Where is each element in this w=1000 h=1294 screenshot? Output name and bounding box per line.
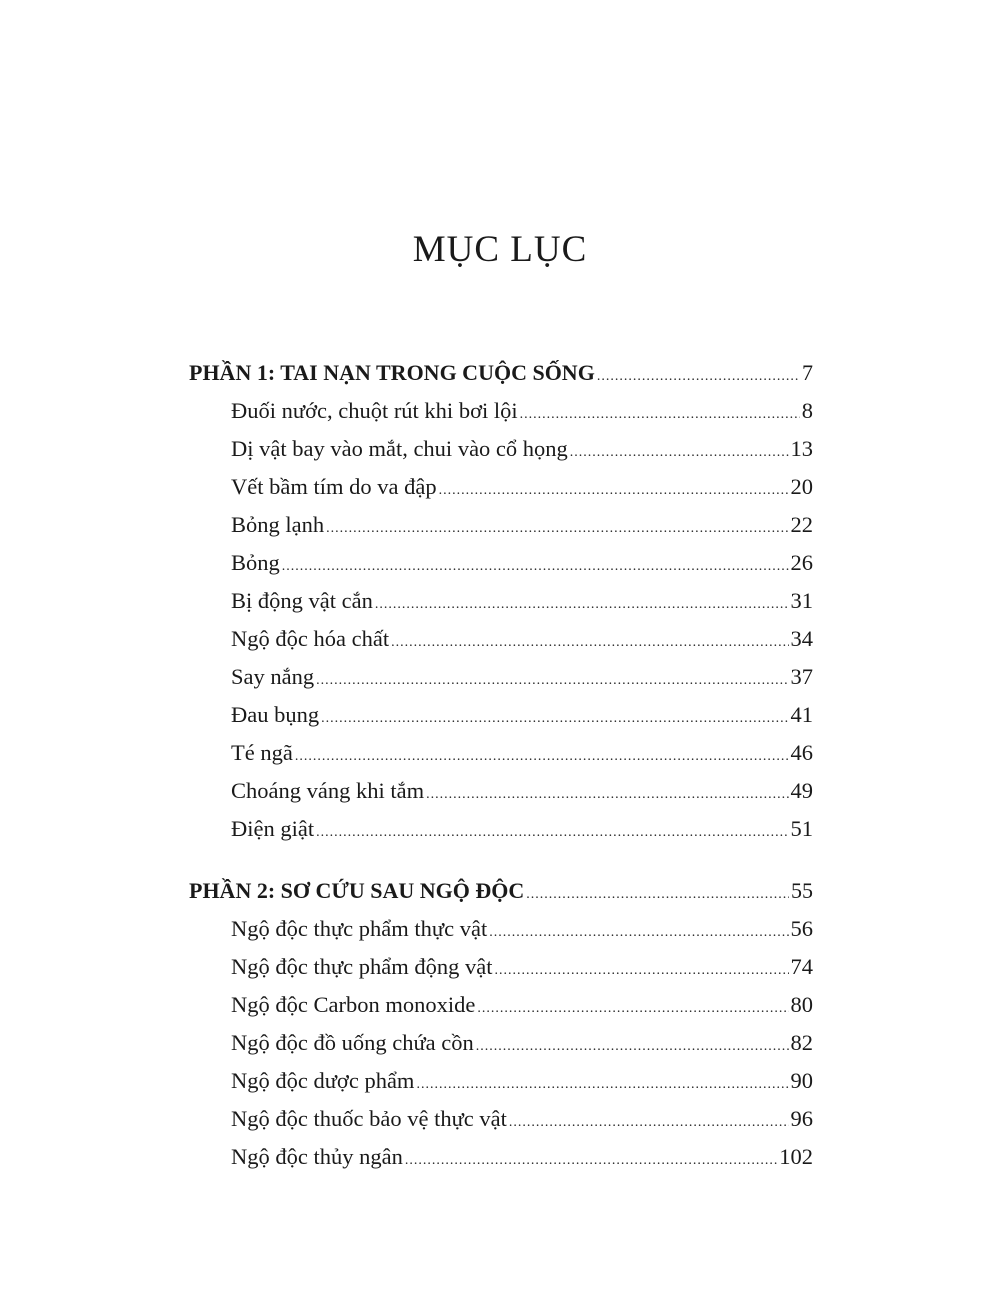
page-number: 82 (790, 1030, 813, 1055)
entry-label: Ngộ độc thuốc bảo vệ thực vật (231, 1106, 507, 1131)
toc-entry[interactable] (189, 772, 813, 810)
toc-entry[interactable] (189, 1100, 813, 1138)
dot-leader (316, 662, 788, 700)
dot-leader (495, 952, 789, 990)
part-label: PHẦN 2: SƠ CỨU SAU NGỘ ĐỘC (189, 878, 525, 903)
entry-label: Ngộ độc Carbon monoxide (231, 992, 476, 1017)
dot-leader (282, 548, 789, 586)
table-of-contents (189, 354, 813, 1176)
dot-leader (477, 990, 788, 1028)
part-label: PHẦN 1: TAI NẠN TRONG CUỘC SỐNG (189, 360, 595, 385)
entry-label: Ngộ độc thủy ngân (231, 1144, 403, 1169)
dot-leader (476, 1028, 789, 1066)
entry-label: Ngộ độc thực phẩm động vật (231, 954, 493, 979)
toc-entry[interactable] (189, 506, 813, 544)
entry-label: Té ngã (231, 740, 293, 765)
entry-label: Điện giật (231, 816, 315, 841)
toc-entry[interactable] (189, 620, 813, 658)
entry-label: Bỏng (231, 550, 280, 575)
page-number: 49 (790, 778, 813, 803)
dot-leader (321, 700, 788, 738)
dot-leader (526, 876, 789, 914)
toc-entry[interactable] (189, 948, 813, 986)
toc-entry[interactable] (189, 910, 813, 948)
page-number: 41 (790, 702, 813, 727)
page-number: 20 (790, 474, 813, 499)
dot-leader (326, 510, 788, 548)
toc-entry[interactable] (189, 468, 813, 506)
page-number: 34 (790, 626, 813, 651)
page-number: 8 (801, 398, 813, 423)
entry-label: Ngộ độc hóa chất (231, 626, 390, 651)
toc-entry[interactable] (189, 734, 813, 772)
page-number: 102 (779, 1144, 813, 1169)
entry-label: Ngộ độc dược phẩm (231, 1068, 415, 1093)
toc-entry[interactable] (189, 1062, 813, 1100)
entry-label: Vết bầm tím do va đập (231, 474, 437, 499)
page-number: 31 (790, 588, 813, 613)
entry-label: Choáng váng khi tắm (231, 778, 425, 803)
dot-leader (509, 1104, 789, 1142)
toc-entry[interactable] (189, 810, 813, 848)
page-number: 13 (790, 436, 813, 461)
toc-entry[interactable] (189, 986, 813, 1024)
entry-label: Ngộ độc đồ uống chứa cồn (231, 1030, 474, 1055)
dot-leader (439, 472, 789, 510)
entry-label: Ngộ độc thực phẩm thực vật (231, 916, 488, 941)
toc-entry[interactable] (189, 658, 813, 696)
dot-leader (316, 814, 788, 852)
page-number: 90 (790, 1068, 813, 1093)
toc-entry[interactable] (189, 1024, 813, 1062)
dot-leader (489, 914, 788, 952)
page-number: 51 (790, 816, 813, 841)
page-number: 37 (790, 664, 813, 689)
entry-label: Dị vật bay vào mắt, chui vào cổ họng (231, 436, 568, 461)
dot-leader (426, 776, 788, 814)
page-number: 80 (790, 992, 813, 1017)
toc-entry[interactable] (189, 392, 813, 430)
page-number: 26 (790, 550, 813, 575)
dot-leader (597, 358, 800, 396)
page-number: 46 (790, 740, 813, 765)
page-number: 22 (790, 512, 813, 537)
toc-entry[interactable] (189, 582, 813, 620)
toc-entry[interactable] (189, 544, 813, 582)
entry-label: Đuối nước, chuột rút khi bơi lội (231, 398, 518, 423)
dot-leader (295, 738, 789, 776)
dot-leader (405, 1142, 777, 1180)
dot-leader (416, 1066, 788, 1104)
page-number: 96 (790, 1106, 813, 1131)
dot-leader (570, 434, 789, 472)
page-number: 55 (791, 878, 813, 903)
dot-leader (520, 396, 800, 434)
entry-label: Say nắng (231, 664, 315, 689)
toc-part-1[interactable] (189, 354, 813, 392)
entry-label: Đau bụng (231, 702, 320, 727)
page-number: 74 (790, 954, 813, 979)
toc-part-2[interactable] (189, 872, 813, 910)
page-number: 56 (790, 916, 813, 941)
dot-leader (391, 624, 788, 662)
toc-entry[interactable] (189, 430, 813, 468)
toc-entry[interactable] (189, 1138, 813, 1176)
toc-entry[interactable] (189, 696, 813, 734)
entry-label: Bị động vật cắn (231, 588, 373, 613)
entry-label: Bỏng lạnh (231, 512, 325, 537)
page-number: 7 (802, 360, 813, 385)
page-title: MỤC LỤC (412, 229, 588, 270)
dot-leader (375, 586, 789, 624)
